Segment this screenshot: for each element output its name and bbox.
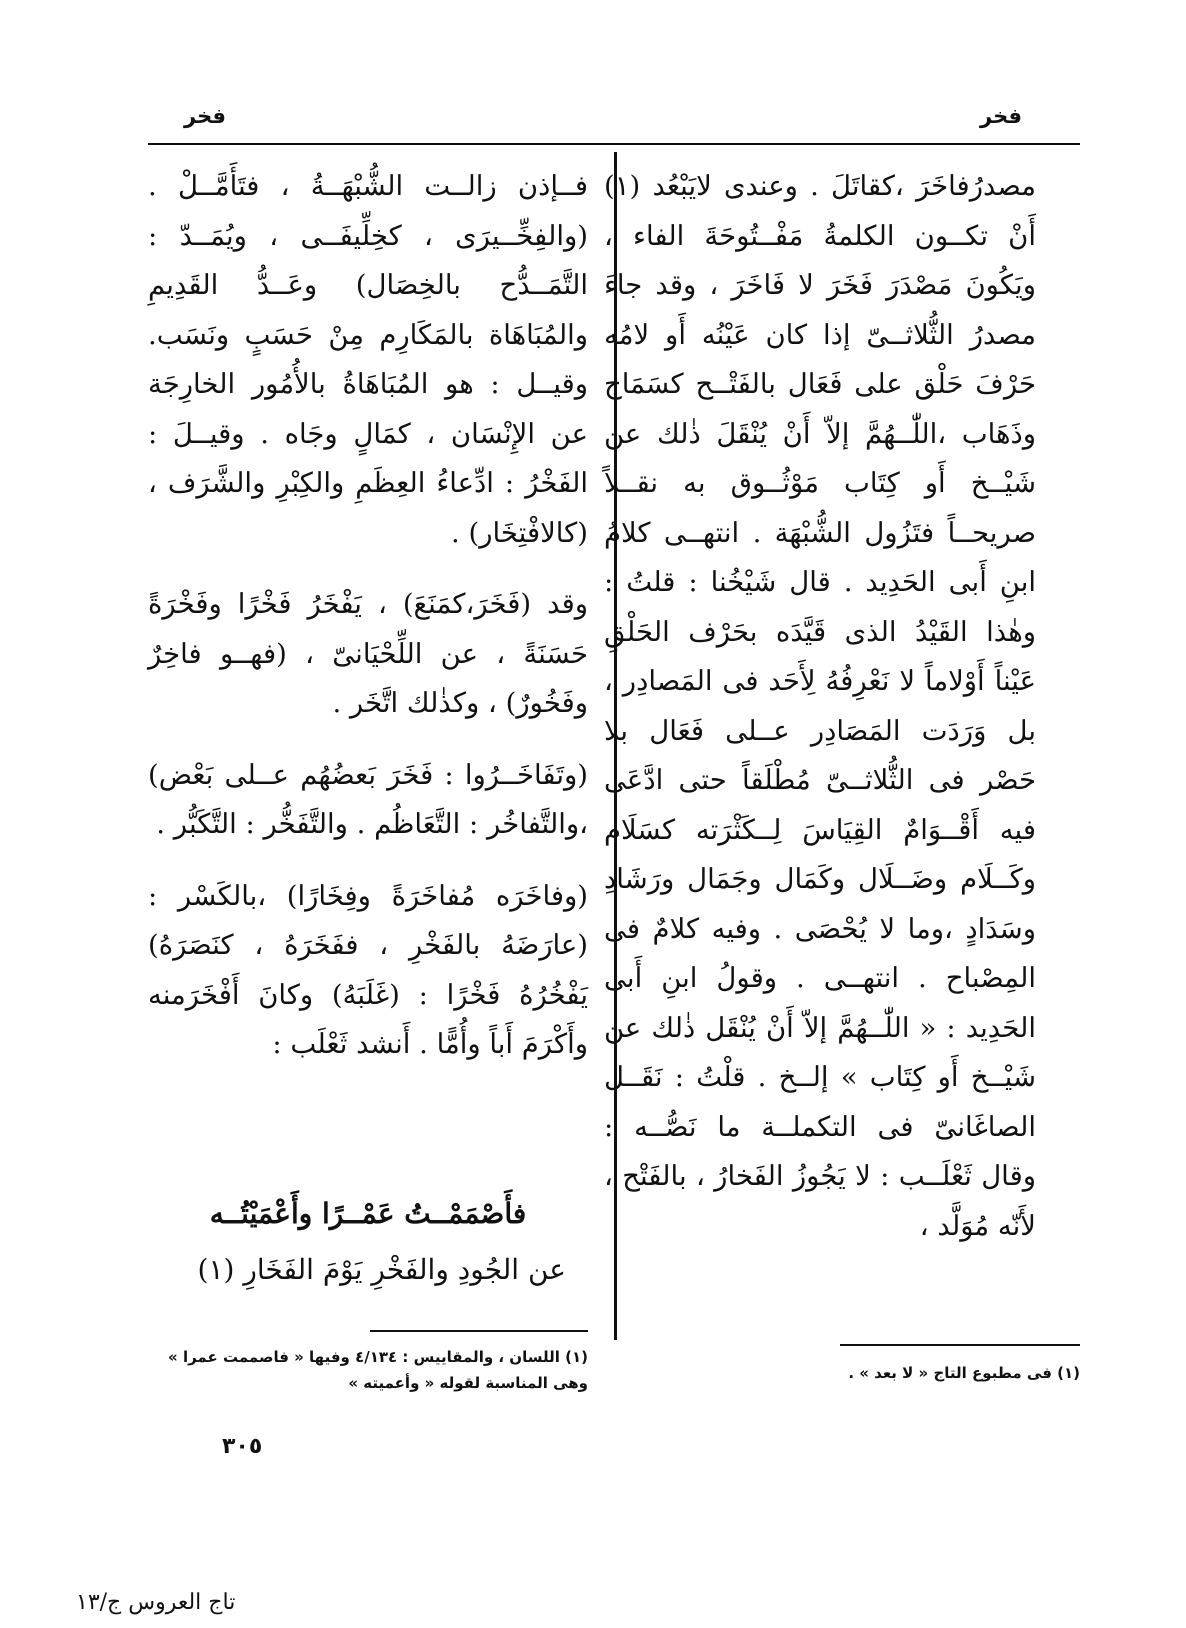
header-rule	[148, 143, 1080, 145]
footnote-right: (١) فى مطبوع التاج « لا بعد » .	[848, 1364, 1080, 1382]
left-column-paragraph-4: (وفاخَرَه مُفاخَرَةً وفِخَارًا) ،بالكَسْر : (عارَضَهُ بالفَخْرِ ، ففَخَرَهُ ، كنَصَرَهُ) يَفْخُرُهُ فَخْرًا : (غَلَبَهُ) وكانَ أَفْخَرَمنه وأَكْرَمَ أَباً وأُمًّا . أَنشد ثَعْلَب :	[148, 879, 588, 1060]
right-column-paragraph-1: مصدرُفاخَرَ ،كقاتَلَ . وعندى لايَبْعُد (١) أَنْ تكــون الكلمةُ مَفْــتُوحَةَ الفاء ، ويَكُونَ مَصْدَرَ فَخَرَ لا فَاخَرَ ، وقد جاءَ مصدرُ الثُّلاثــىّ إذا كان عَيْنُه أَو لامُه حَرْفَ حَلْق على فَعَال بالفَتْــح كسَمَاح وذَهَاب ،اللّٰــهُمَّ إلاّ أَنْ يُنْقَلَ ذٰلك عن شَيْــخ أَو كِتَاب مَوْثُــوق به نقــلاً صريحــاً فتَزُول الشُّبْهَة . انتهــى كلامُ ابنِ أَبى الحَدِيد . قال شَيْخُنا : قلتُ : وهٰذا القَيْدُ الذى قَيَّدَه بحَرْف الحَلْقِ عَيْناً أَوْلاماً لا نَعْرِفُهُ لِأَحَد فى المَصادِر ، بل وَرَدَت المَصَادِر عــلى فَعَال بلا حَصْر فى الثُّلاثــىّ مُطْلَقاً حتى ادَّعَى فيه أَقْــوَامٌ القِيَاسَ لِــكَثْرَته كسَلَام وكَــلَام وضَــلَال وكَمَال وجَمَال ورَشَادِ وسَدَادٍ ،وما لا يُحْصَى . وفيه كلامٌ فى المِصْباح . انتهــى . وقولُ ابنِ أَبى الحَدِيد : « اللّٰــهُمَّ إلاّ أَنْ يُنْقَل ذٰلك عن شَيْــخ أَو كِتَاب » إلــخ . قلْتُ : نَقَــل الصاغَانىّ فى التكملــة ما نَصُّــه : وقال ثَعْلَــب : لا يَجُوزُ الفَخارُ ، بالفَتْح ، لأَنّه مُوَلَّد ،	[604, 170, 1036, 1242]
left-column-paragraph-1: فــإذن زالــت الشُّبْهَــةُ ، فتَأَمَّــلْ . (والفِخِّــيرَى ، كخِلِّيفَــى ، ويُمَــدّ : التَّمَــدُّح بالخِصَال) وعَــدُّ القَدِيمِ والمُبَاهَاة بالمَكَارِم مِنْ حَسَبٍ ونَسَب. وقيــل : هو المُبَاهَاةُ بالأُمُور الخارِجَة عن الإِنْسَان ، كمَالٍ وجَاه . وقيــلَ : الفَخْرُ : ادِّعاءُ العِظَمِ والكِبْرِ والشَّرَف ، (كالافْتِخَار) .	[148, 170, 588, 549]
footnote-rule-right	[840, 1344, 1080, 1346]
running-head-left: فخر	[184, 104, 226, 128]
verse-line-1: فأَصْمَمْــتُ عَمْــرًا وأَعْمَيْتُــه	[209, 1197, 527, 1230]
right-column	[604, 162, 1036, 1251]
left-column-paragraph-3: (وتَفَاخَــرُوا : فَخَرَ بَعضُهُم عــلى بَعْض) ،والتَّفاخُر : التَّعَاظُم . والتَّفَخُّر : التَّكَبُّر .	[148, 758, 588, 840]
left-column	[148, 162, 588, 1070]
verse-line-2: عن الجُودِ والفَخْرِ يَوْمَ الفَخَارِ (١)	[197, 1253, 566, 1286]
running-head-right: فخر	[980, 104, 1022, 128]
footnote-left: (١) اللسان ، والمقاييس : ٤/١٣٤ وفيها « فاصممت عمرا » وهى المناسبة لقوله « وأعميته »	[168, 1348, 588, 1392]
volume-signature: تاج العروس ج/١٣	[76, 1590, 236, 1615]
poetry-verse	[148, 1186, 588, 1298]
left-column-paragraph-2: وقد (فَخَرَ،كمَنَعَ) ، يَفْخَرُ فَخْرًا وفَخْرَةً حَسَنَةً ، عن اللِّحْيَانىّ ، (فهــو فاخِرٌ وفَخُورٌ) ، وكذٰلك اتَّخَر .	[148, 588, 588, 719]
footnote-rule-left	[370, 1330, 588, 1332]
page-number: ٣٠٥	[222, 1434, 263, 1459]
